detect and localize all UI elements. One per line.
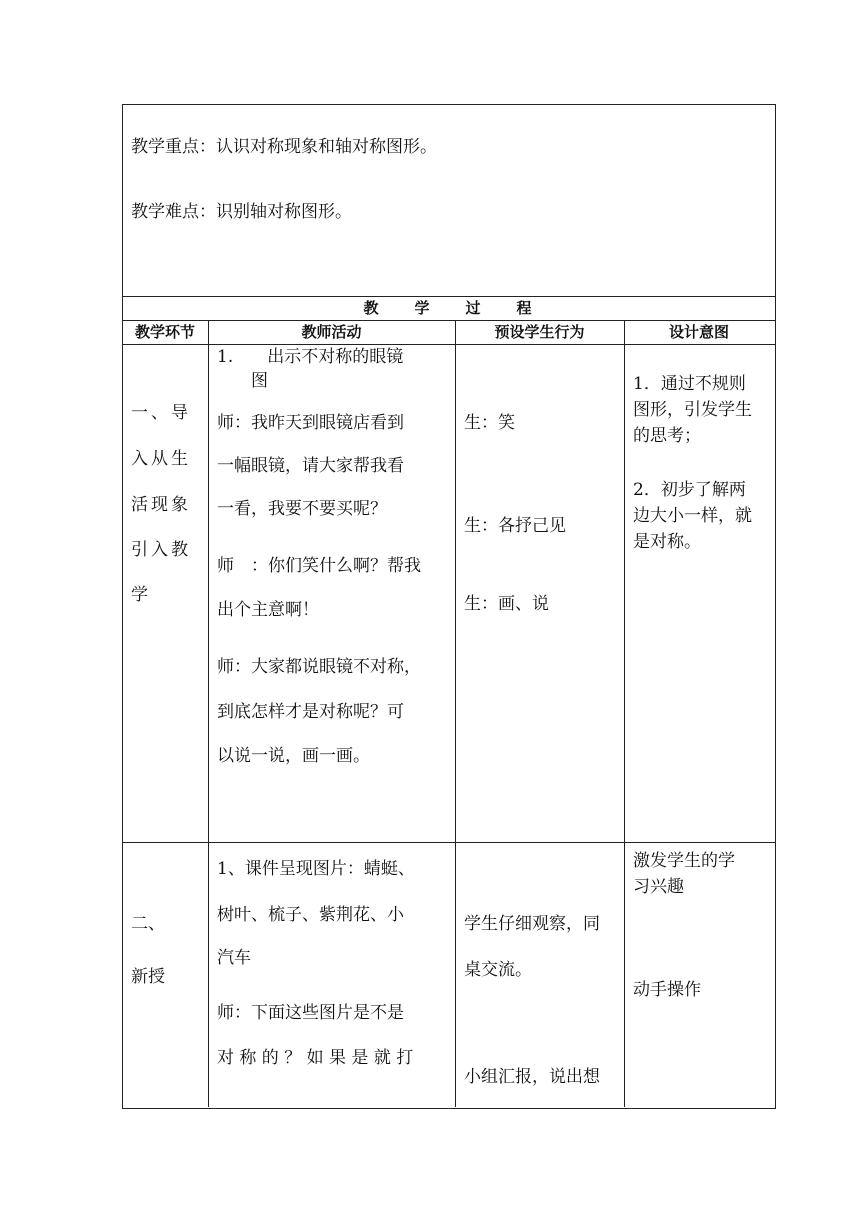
divider-row1 [122, 842, 775, 843]
row2-intent-line: 习兴趣 [633, 877, 684, 897]
row1-teacher-line: 师 ：你们笑什么啊？帮我 [217, 556, 421, 576]
row1-intent-line: 边大小一样，就 [633, 506, 752, 526]
divider-objectives [122, 296, 775, 297]
row1-intent-line: 2．初步了解两 [633, 480, 746, 500]
row1-stage-line: 一、导 [131, 403, 191, 423]
divider-process-title [122, 320, 775, 321]
row2-intent-line: 动手操作 [633, 980, 701, 1000]
row1-intent-line: 的思考； [633, 426, 701, 446]
header-intent: 设计意图 [668, 323, 729, 341]
row1-intent-line: 图形，引发学生 [633, 400, 752, 420]
header-student: 预设学生行为 [494, 323, 585, 341]
row1-teacher-line: 师：大家都说眼镜不对称， [217, 657, 421, 677]
row1-teacher-line: 一幅眼镜，请大家帮我看 [217, 456, 404, 476]
row1-teacher-line: 出个主意啊！ [217, 600, 319, 620]
row1-teacher-line: 1. 出示不对称的眼镜 [217, 347, 404, 367]
row2-student-line: 桌交流。 [464, 960, 532, 980]
row1-teacher-line: 师：我昨天到眼镜店看到 [217, 413, 404, 433]
row1-stage-line: 入从生 [131, 449, 191, 469]
row1-teacher-line: 一看，我要不要买呢？ [217, 499, 387, 519]
row2-teacher-line: 1、课件呈现图片：蜻蜓、 [217, 859, 415, 879]
key-point-text: 教学重点：认识对称现象和轴对称图形。 [131, 137, 437, 157]
row2-teacher-line: 汽车 [217, 948, 251, 968]
process-title: 教 学 过 程 [363, 299, 534, 317]
row1-student-line: 生：笑 [464, 413, 515, 433]
difficulty-text: 教学难点：识别轴对称图形。 [131, 202, 352, 222]
row1-stage-line: 学 [131, 585, 148, 605]
row1-teacher-line: 以说一说，画一画。 [217, 746, 370, 766]
col-divider-3 [624, 320, 625, 1107]
row1-intent-line: 是对称。 [633, 532, 701, 552]
col-divider-1 [208, 320, 209, 1107]
col-divider-2 [455, 320, 456, 1107]
header-teacher: 教师活动 [301, 323, 362, 341]
row1-stage-line: 引入教 [131, 540, 191, 560]
row1-intent-line: 1．通过不规则 [633, 374, 746, 394]
row2-teacher-line: 师：下面这些图片是不是 [217, 1003, 404, 1023]
row2-teacher-line: 树叶、梳子、紫荆花、小 [217, 905, 404, 925]
row1-student-line: 生：画、说 [464, 594, 549, 614]
row1-stage-line: 活现象 [131, 495, 191, 515]
row2-teacher-line: 对 称 的 ？ 如 果 是 就 打 [217, 1048, 414, 1068]
row2-student-line: 学生仔细观察，同 [464, 914, 600, 934]
row2-stage-line: 新授 [131, 967, 165, 987]
row1-student-line: 生：各抒己见 [464, 516, 566, 536]
row1-teacher-line: 到底怎样才是对称呢？可 [217, 702, 404, 722]
row2-stage-line: 二、 [131, 914, 165, 934]
divider-headers [122, 344, 775, 345]
row2-intent-line: 激发学生的学 [633, 851, 735, 871]
row2-student-line: 小组汇报，说出想 [464, 1067, 600, 1087]
header-stage: 教学环节 [134, 323, 195, 341]
row1-teacher-line: 图 [217, 371, 268, 391]
